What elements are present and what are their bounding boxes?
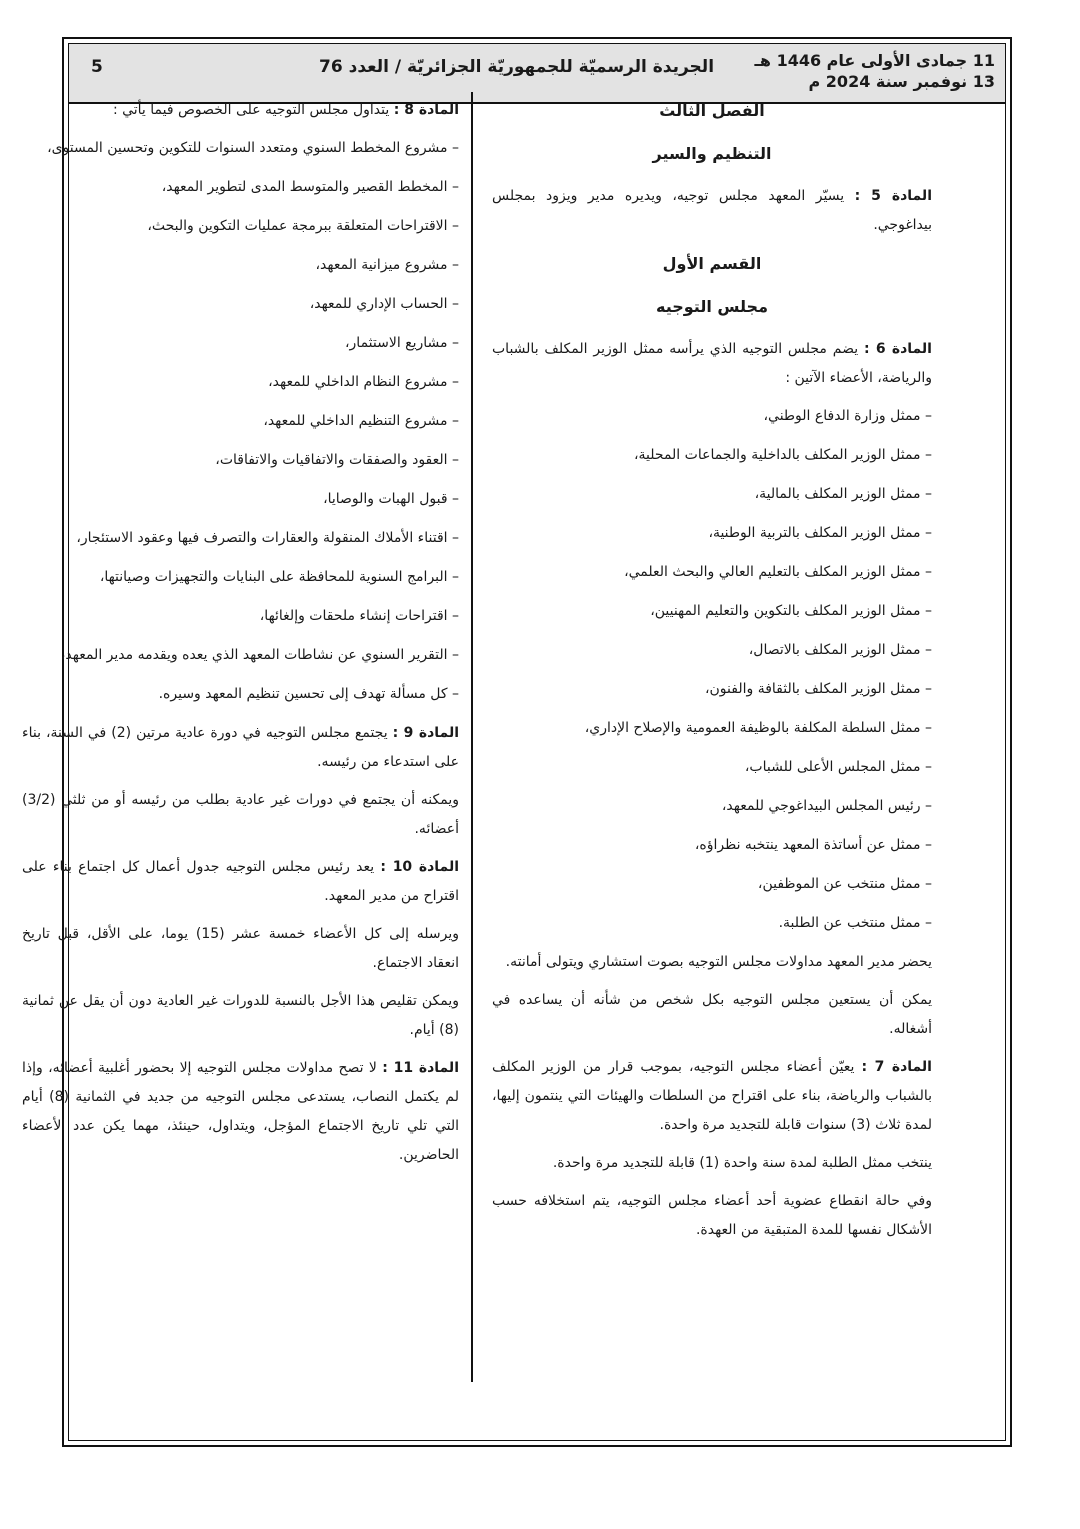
list-item: – مشاريع الاستثمار، <box>345 335 459 351</box>
chapter-subheading: التنظيم والسير <box>652 144 772 163</box>
list-item: – مشروع التنظيم الداخلي للمعهد، <box>263 413 459 429</box>
section-subheading: مجلس التوجيه <box>656 297 768 316</box>
list-item: – مشروع ميزانية المعهد، <box>315 257 459 273</box>
list-item: – ممثل السلطة المكلفة بالوظيفة العمومية والإصلاح الإداري، <box>584 720 932 736</box>
list-item: – ممثل الوزير المكلف بالثقافة والفنون، <box>704 681 932 697</box>
article-8-text: يتداول مجلس التوجيه على الخصوص فيما يأتي : <box>112 102 390 118</box>
article-6-label: المادة 6 : <box>863 341 932 357</box>
header-date-gregorian: 13 نوفمبر سنة 2024 م <box>808 72 995 91</box>
paragraph-vacancy: وفي حالة انقطاع عضوية أحد أعضاء مجلس التوجيه، يتم استخلافه حسب الأشكال نفسها للمدة المتبقية من العهدة. <box>492 1193 932 1238</box>
paragraph-student-term: ينتخب ممثل الطلبة لمدة سنة واحدة (1) قابلة للتجديد مرة واحدة. <box>552 1155 932 1171</box>
list-item: – كل مسألة تهدف إلى تحسين تنظيم المعهد وسيره. <box>158 686 459 702</box>
header-dates <box>754 50 995 92</box>
list-item: – المخطط القصير والمتوسط المدى لتطوير المعهد، <box>161 179 459 195</box>
paragraph-extraordinary: ويمكنه أن يجتمع في دورات غير عادية بطلب من رئيسه أو من ثلثي (3/2) أعضائه. <box>22 792 459 837</box>
list-item: – اقتراحات إنشاء ملحقات وإلغائها، <box>259 608 459 624</box>
article-9-label: المادة 9 : <box>392 725 460 741</box>
list-item: – ممثل وزارة الدفاع الوطني، <box>763 408 932 424</box>
paragraph-reduce: ويمكن تقليص هذا الأجل بالنسبة للدورات غير العادية دون أن يقل عن ثمانية (8) أيام. <box>22 993 459 1038</box>
list-item: – ممثل الوزير المكلف بالتكوين والتعليم المهنيين، <box>650 603 932 619</box>
list-item: – ممثل الوزير المكلف بالتعليم العالي والبحث العلمي، <box>624 564 932 580</box>
left-column <box>22 96 459 1179</box>
article-5 <box>492 182 932 240</box>
list-item: – اقتناء الأملاك المنقولة والعقارات والتصرف فيها وعقود الاستئجار، <box>76 530 459 546</box>
article-7 <box>492 1053 932 1140</box>
article-9-text: يجتمع مجلس التوجيه في دورة عادية مرتين (2) في السنة، بناء على استدعاء من رئيسه. <box>22 725 459 770</box>
article-10-text: يعد رئيس مجلس التوجيه جدول أعمال كل اجتماع بناء على اقتراح من مدير المعهد. <box>22 859 459 904</box>
section-heading: القسم الأول <box>662 254 762 273</box>
article-10 <box>22 853 459 911</box>
header-page-number: 5 <box>91 57 103 77</box>
list-item: – ممثل الوزير المكلف بالداخلية والجماعات المحلية، <box>634 447 932 463</box>
list-item: – التقرير السنوي عن نشاطات المعهد الذي يعده ويقدمه مدير المعهد، <box>60 647 459 663</box>
list-item: – قبول الهبات والوصايا، <box>323 491 459 507</box>
article-9 <box>22 719 459 777</box>
article-6 <box>492 335 932 393</box>
list-item: – الاقتراحات المتعلقة ببرمجة عمليات التكوين والبحث، <box>147 218 459 234</box>
list-item: – العقود والصفقات والاتفاقيات والاتفاقات، <box>215 452 459 468</box>
list-item: – مشروع النظام الداخلي للمعهد، <box>268 374 459 390</box>
list-item: – ممثل الوزير المكلف بالمالية، <box>754 486 932 502</box>
chapter-heading: الفصل الثالث <box>659 101 765 120</box>
list-item: – ممثل عن أساتذة المعهد ينتخبه نظراؤه، <box>694 837 932 853</box>
article-8-label: المادة 8 : <box>393 102 459 118</box>
article-11 <box>22 1054 459 1170</box>
gazette-header <box>69 44 1005 104</box>
article-10-label: المادة 10 : <box>380 859 459 875</box>
article-6-text: يضم مجلس التوجيه الذي يرأسه ممثل الوزير المكلف بالشباب والرياضة، الأعضاء الآتين : <box>492 341 932 386</box>
list-item: – ممثل الوزير المكلف بالاتصال، <box>748 642 932 658</box>
paragraph-send: ويرسله إلى كل الأعضاء خمسة عشر (15) يوما، على الأقل، قبل تاريخ انعقاد الاجتماع. <box>22 926 459 971</box>
article-5-label: المادة 5 : <box>854 188 932 204</box>
header-date-hijri: 11 جمادى الأولى عام 1446 هـ <box>754 51 995 70</box>
article-7-text: يعيّن أعضاء مجلس التوجيه، بموجب قرار من الوزير المكلف بالشباب والرياضة، بناء على اقتراح من السلطات والهيئات التي ينتمون إليها، لمدة ثلاث (3) سنوات قابلة للتجديد مرة واحدة. <box>492 1059 932 1133</box>
article-7-label: المادة 7 : <box>861 1059 932 1075</box>
list-item: – مشروع المخطط السنوي ومتعدد السنوات للتكوين وتحسين المستوى، <box>47 140 459 156</box>
article-8 <box>22 96 459 125</box>
header-title: الجريدة الرسميّة للجمهوريّة الجزائريّة / العدد 76 <box>319 57 715 77</box>
paragraph-assist: يمكن أن يستعين مجلس التوجيه بكل شخص من شأنه أن يساعده في أشغاله. <box>492 992 932 1037</box>
list-item: – ممثل منتخب عن الطلبة. <box>778 915 932 931</box>
paragraph-director: يحضر مدير المعهد مداولات مجلس التوجيه بصوت استشاري ويتولى أمانته. <box>505 954 932 970</box>
list-item: – ممثل المجلس الأعلى للشباب، <box>744 759 932 775</box>
list-item: – ممثل منتخب عن الموظفين، <box>757 876 932 892</box>
right-column <box>492 96 932 1254</box>
column-divider <box>471 92 473 1382</box>
list-item: – البرامج السنوية للمحافظة على البنايات والتجهيزات وصيانتها، <box>99 569 459 585</box>
list-item: – ممثل الوزير المكلف بالتربية الوطنية، <box>708 525 932 541</box>
list-item: – رئيس المجلس البيداغوجي للمعهد، <box>721 798 932 814</box>
article-11-text: لا تصح مداولات مجلس التوجيه إلا بحضور أغلبية أعضائه، وإذا لم يكتمل النصاب، يستدعى مجلس التوجيه من جديد في الثمانية (8) أيام التي تلي تاريخ الاجتماع المؤجل، ويتداول، حينئذ، مهما يكن عدد الأعضاء الحاضرين. <box>22 1060 459 1163</box>
list-item: – الحساب الإداري للمعهد، <box>309 296 459 312</box>
article-5-text: يسيّر المعهد مجلس توجيه، ويديره مدير ويزود بمجلس بيداغوجي. <box>492 188 932 233</box>
article-11-label: المادة 11 : <box>382 1060 459 1076</box>
